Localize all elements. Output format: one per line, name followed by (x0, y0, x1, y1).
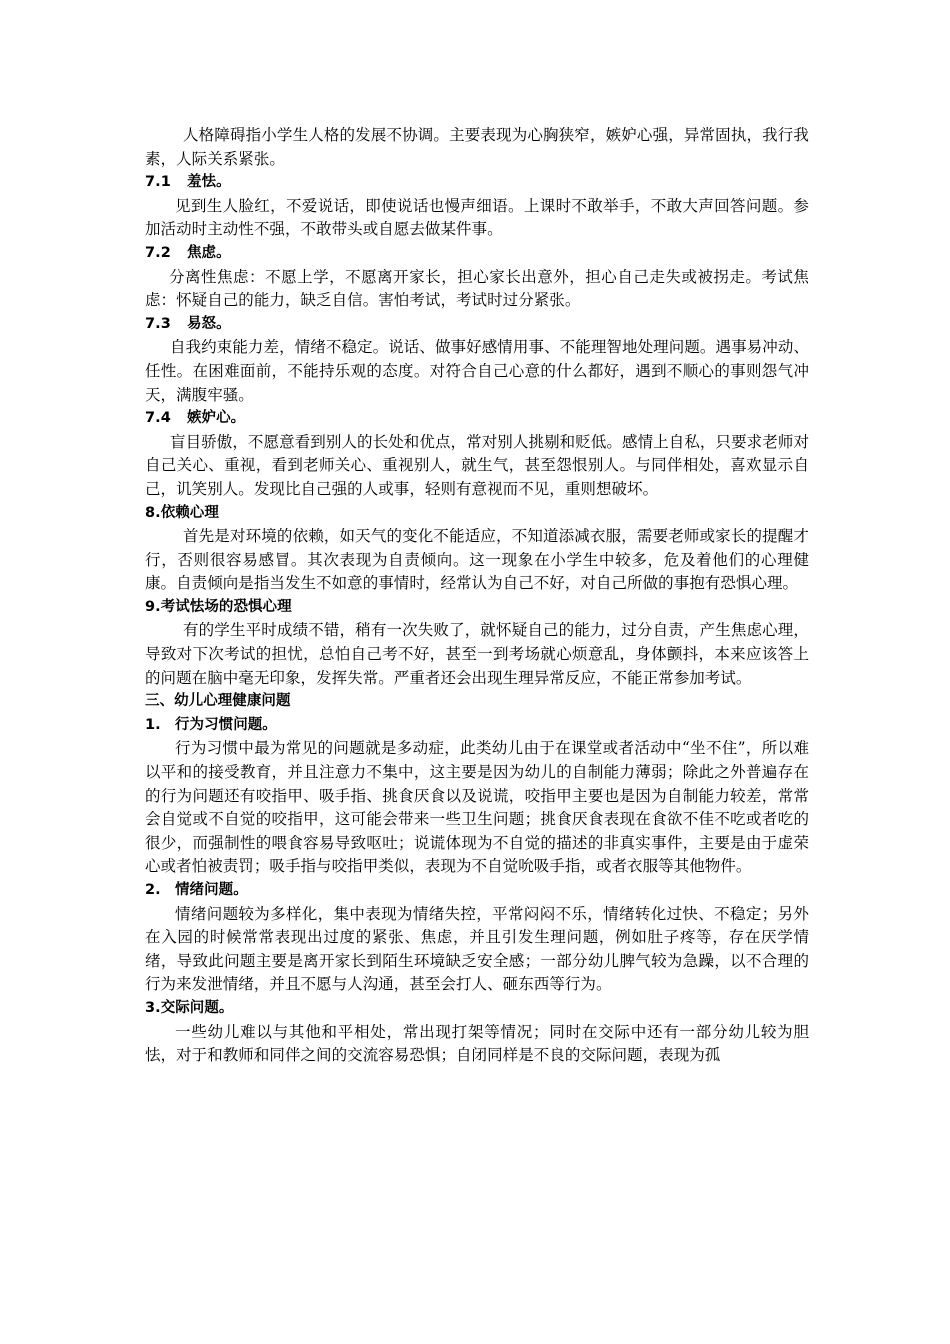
paragraph-behavior-habits: 行为习惯中最为常见的问题就是多动症，此类幼儿由于在课堂或者活动中“坐不住”，所以难以平和的接受教育，并且注意力不集中，这主要是因为幼儿的自制能力薄弱；除此之外普遍存在的行为问题还有咬指甲、吸手指、挑食厌食以及说谎，咬指甲主要也是因为自制能力较差，常常会自觉或不自觉的咬指甲，这可能会带来一些卫生问题；挑食厌食表现在食欲不佳不吃或者吃的很少，而强制性的喂食容易导致呕吐；说谎体现为不自觉的描述的非真实事件，主要是由于虚荣心或者怕被责罚；吸手指与咬指甲类似，表现为不自觉吮吸手指，或者衣服等其他物件。 (145, 739, 809, 876)
heading-7-4 (145, 407, 809, 431)
heading-7-1 (145, 171, 809, 195)
heading-number: 1. (145, 716, 161, 733)
heading-emotional-problems (145, 879, 809, 903)
heading-exam-fear: 9.考试怯场的恐惧心理 (145, 598, 292, 615)
heading-7-2 (145, 242, 809, 266)
heading-7-3 (145, 313, 809, 337)
paragraph-jealousy: 盲目骄傲，不愿意看到别人的长处和优点，常对别人挑剔和贬低。感情上自私，只要求老师对自己关心、重视，看到老师关心、重视别人，就生气，甚至怨恨别人。与同伴相处，喜欢显示自己，讥笑别人。发现比自己强的人或事，轻则有意视而不见，重则想破坏。 (145, 432, 809, 498)
paragraph-dependency: 首先是对环境的依赖，如天气的变化不能适应，不知道添减衣服，需要老师或家长的提醒才行，否则很容易感冒。其次表现为自责倾向。这一现象在小学生中较多，危及着他们的心理健康。自责倾向是指当发生不如意的事情时，经常认为自己不好，对自己所做的事抱有恐惧心理。 (145, 527, 809, 593)
paragraph-exam-fear: 有的学生平时成绩不错，稍有一次失败了，就怀疑自己的能力，过分自责，产生焦虑心理，导致对下次考试的担忧，总怕自己考不好，甚至一到考场就心烦意乱，身体颤抖，本来应该答上的问题在脑中毫无印象，发挥失常。严重者还会出现生理异常反应，不能正常参加考试。 (145, 621, 809, 687)
heading-number: 7.3 (145, 315, 171, 332)
heading-behavior-habits (145, 714, 809, 738)
paragraph-anxiety: 分离性焦虑：不愿上学，不愿离开家长，担心家长出意外，担心自己走失或被拐走。考试焦虑：怀疑自己的能力，缺乏自信。害怕考试，考试时过分紧张。 (145, 267, 809, 310)
paragraph-emotional-problems: 情绪问题较为多样化，集中表现为情绪失控，平常闷闷不乐，情绪转化过快、不稳定；另外在入园的时候常常表现出过度的紧张、焦虑，并且引发生理问题，例如肚子疼等，存在厌学情绪，导致此问题主要是离开家长到陌生环境缺乏安全感；一部分幼儿脾气较为急躁，以不合理的行为来发泄情绪，并且不愿与人沟通，甚至会打人、砸东西等行为。 (145, 904, 809, 994)
heading-number: 7.1 (145, 174, 171, 191)
heading-title: 羞怯。 (187, 174, 231, 191)
heading-title: 焦虑。 (187, 244, 231, 261)
paragraph-irritability: 自我约束能力差，情绪不稳定。说话、做事好感情用事、不能理智地处理问题。遇事易冲动、任性。在困难面前，不能持乐观的态度。对符合自己心意的什么都好，遇到不顺心的事则怨气冲天，满腹牢骚。 (145, 338, 809, 404)
heading-number: 2. (145, 882, 161, 898)
heading-social-problems: 3.交际问题。 (145, 999, 234, 1016)
heading-section-three: 三、幼儿心理健康问题 (145, 693, 291, 710)
heading-number: 7.4 (145, 410, 171, 427)
heading-title: 嫉妒心。 (187, 410, 246, 427)
heading-title: 易怒。 (187, 315, 231, 332)
paragraph-personality-disorder: 人格障碍指小学生人格的发展不协调。主要表现为心胸狭窄，嫉妒心强，异常固执，我行我素，人际关系紧张。 (145, 126, 809, 168)
paragraph-social-problems: 一些幼儿难以与其他和平相处，常出现打架等情况；同时在交际中还有一部分幼儿较为胆怯，对于和教师和同伴之间的交流容易恐惧；自闭同样是不良的交际问题，表现为孤 (145, 1022, 809, 1065)
heading-title: 行为习惯问题。 (175, 716, 277, 733)
document-page (145, 124, 809, 1068)
heading-dependency: 8.依赖心理 (145, 504, 219, 521)
heading-title: 情绪问题。 (175, 882, 248, 898)
paragraph-shyness: 见到生人脸红，不爱说话，即使说话也慢声细语。上课时不敢举手，不敢大声回答问题。参加活动时主动性不强，不敢带头或自愿去做某件事。 (145, 196, 809, 239)
heading-number: 7.2 (145, 244, 171, 261)
